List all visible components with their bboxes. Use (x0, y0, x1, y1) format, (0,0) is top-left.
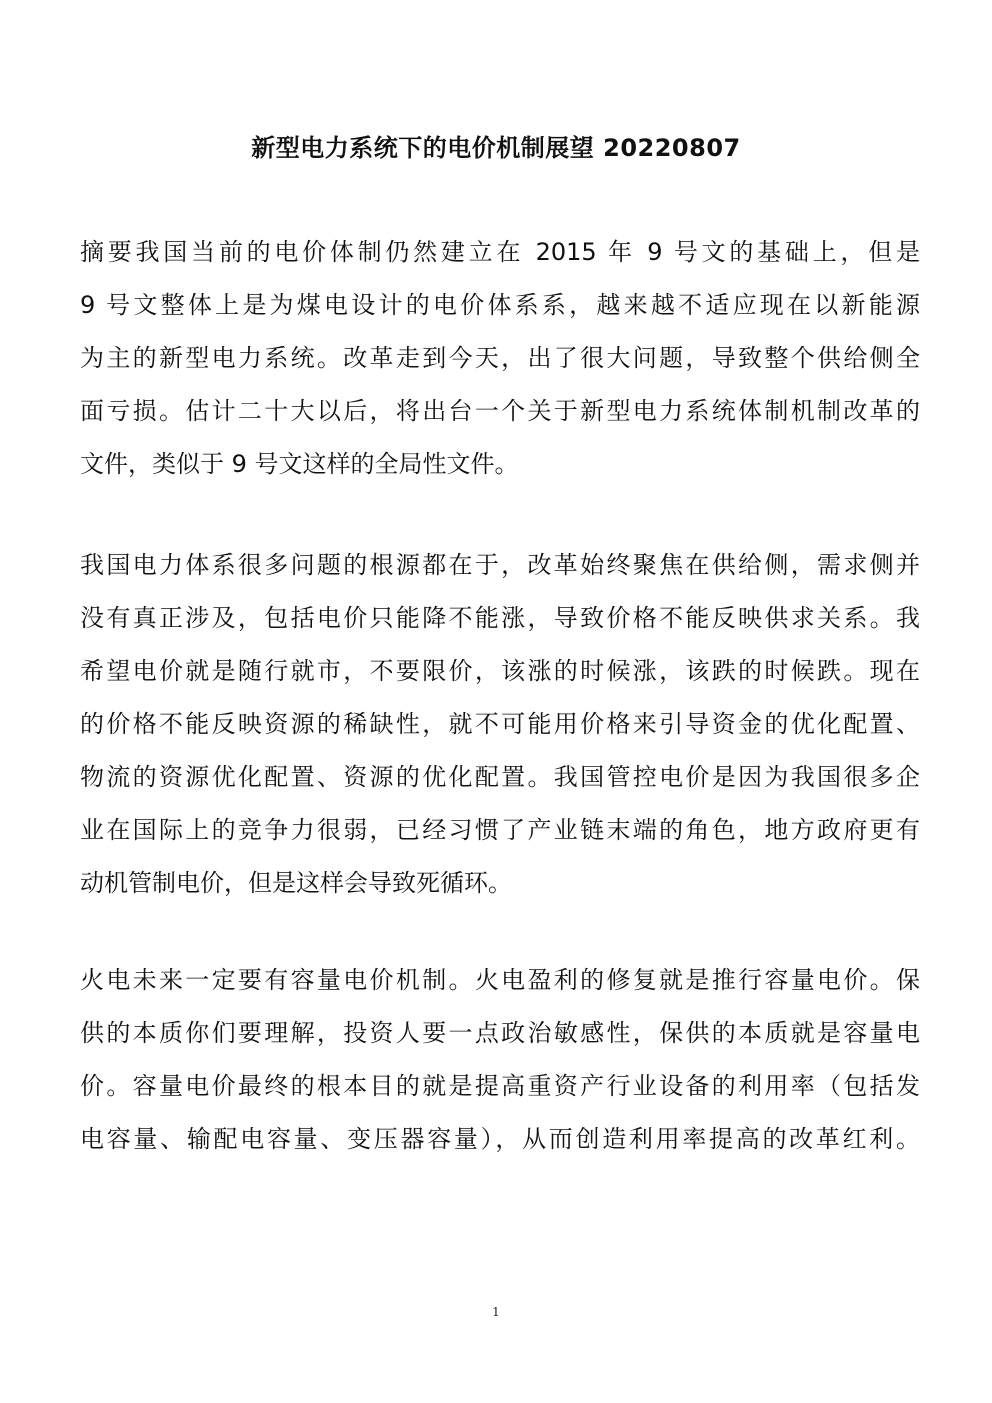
paragraph-line: 我国电力体系很多问题的根源都在于，改革始终聚焦在供给侧，需求侧并 (80, 551, 920, 579)
paragraph-line: 为主的新型电力系统。改革走到今天，出了很大问题，导致整个供给侧全 (80, 344, 920, 372)
page-number: 1 (492, 1305, 500, 1319)
paragraph-line: 没有真正涉及，包括电价只能降不能涨，导致价格不能反映供求关系。我 (80, 604, 920, 632)
paragraph-line: 价。容量电价最终的根本目的就是提高重资产行业设备的利用率（包括发 (80, 1072, 920, 1100)
paragraph-line: 电容量、输配电容量、变压器容量），从而创造利用率提高的改革红利。 (80, 1125, 920, 1153)
paragraph-line: 动机管制电价，但是这样会导致死循环。 (80, 869, 512, 897)
document-title: 新型电力系统下的电价机制展望 20220807 (251, 134, 741, 162)
paragraph-line: 的价格不能反映资源的稀缺性，就不可能用价格来引导资金的优化配置、 (80, 710, 920, 738)
paragraph-line: 面亏损。估计二十大以后，将出台一个关于新型电力系统体制机制改革的 (80, 397, 920, 425)
paragraph-line: 希望电价就是随行就市，不要限价，该涨的时候涨，该跌的时候跌。现在 (80, 657, 920, 685)
paragraph-root-causes (80, 539, 920, 910)
paragraph-line: 业在国际上的竞争力很弱，已经习惯了产业链末端的角色，地方政府更有 (80, 816, 920, 844)
paragraph-capacity-pricing (80, 954, 920, 1166)
paragraph-line: 摘要我国当前的电价体制仍然建立在 2015 年 9 号文的基础上，但是 (80, 238, 920, 266)
paragraph-line: 9 号文整体上是为煤电设计的电价体系系，越来越不适应现在以新能源 (80, 291, 920, 319)
paragraph-line: 文件，类似于 9 号文这样的全局性文件。 (80, 450, 519, 478)
paragraph-line: 火电未来一定要有容量电价机制。火电盈利的修复就是推行容量电价。保 (80, 966, 920, 994)
paragraph-summary (80, 226, 920, 491)
paragraph-line: 物流的资源优化配置、资源的优化配置。我国管控电价是因为我国很多企 (80, 763, 920, 791)
paragraph-line: 供的本质你们要理解，投资人要一点政治敏感性，保供的本质就是容量电 (80, 1019, 920, 1047)
